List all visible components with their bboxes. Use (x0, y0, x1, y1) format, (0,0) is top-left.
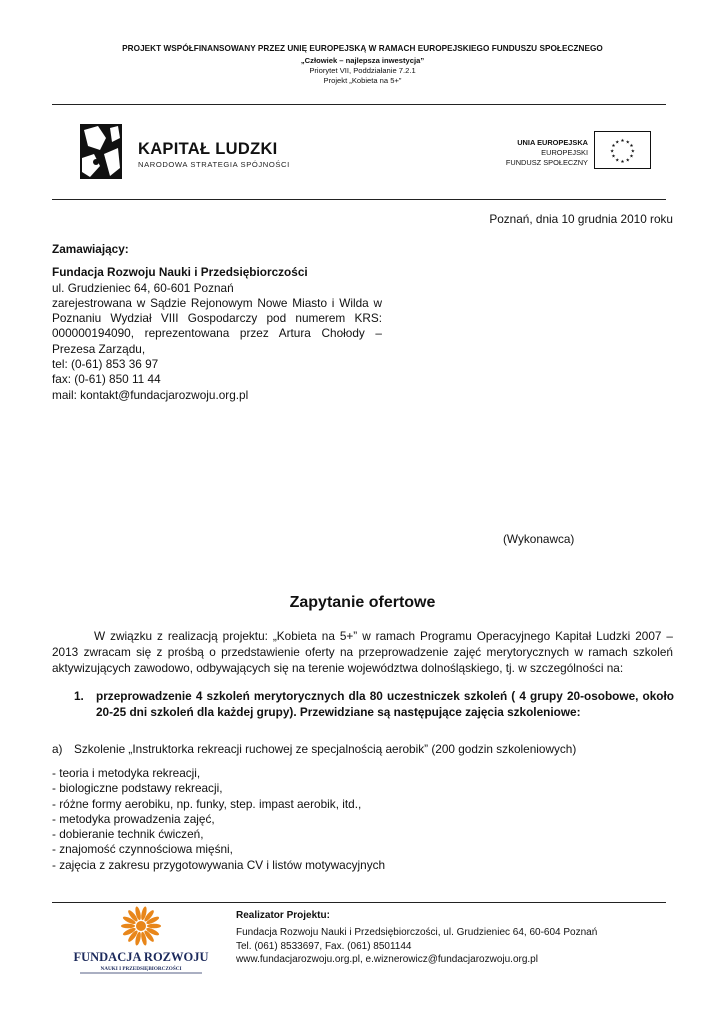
header-priority: Priorytet VII, Poddziałanie 7.2.1 (309, 66, 416, 75)
eu-label-line1: UNIA EUROPEJSKA (517, 138, 588, 147)
footer-divider (52, 902, 666, 903)
footer-address: Fundacja Rozwoju Nauki i Przedsiębiorczości, ul. Grudzieniec 64, 60-604 Poznań (236, 926, 598, 938)
client-fax: fax: (0-61) 850 11 44 (52, 372, 161, 387)
list-item: - różne formy aerobiku, np. funky, step. impast aerobik, itd., (52, 796, 362, 811)
project-header (0, 44, 725, 85)
list-item: - teoria i metodyka rekreacji, (52, 766, 201, 780)
fundacja-rozwoju-logo-icon (72, 904, 210, 974)
client-phone: tel: (0-61) 853 36 97 (52, 357, 159, 372)
eu-star-icon: ★ (629, 154, 634, 160)
sun-ray-icon (121, 924, 135, 929)
sun-ray-icon (147, 924, 161, 929)
letter-date: Poznań, dnia 10 grudnia 2010 roku (489, 212, 673, 226)
numbered-item-1 (74, 688, 674, 720)
list-item: - znajomość czynnościowa mięśni, (52, 842, 233, 857)
realizator-logo-name: FUNDACJA ROZWOJU (73, 950, 209, 964)
eu-label-line3: FUNDUSZ SPOŁECZNY (505, 158, 588, 167)
footer-heading: Realizator Projektu: (236, 910, 330, 921)
client-registration: zarejestrowana w Sądzie Rejonowym Nowe Miasto i Wilda w Poznaniu Wydział VIII Gospodarczy pod numerem KRS: 000000194090, reprezentowana przez Artura Chołody – Prezesa Zarządu, (52, 295, 382, 356)
realizator-logo-sub: NAUKI I PRZEDSIĘBIORCZOŚCI (100, 966, 182, 972)
client-email: mail: kontakt@fundacjarozwoju.org.pl (52, 387, 249, 402)
sub-item-text: Szkolenie „Instruktorka rekreacji ruchowej ze specjalnością aerobik” (200 godzin szkoleniowych) (74, 742, 577, 756)
header-project-name: Projekt „Kobieta na 5+” (323, 76, 402, 85)
sub-item-a (52, 742, 576, 756)
sub-item-letter: a) (52, 742, 63, 756)
logo-divider (52, 199, 666, 200)
item-text: przeprowadzenie 4 szkoleń merytorycznych dla 80 uczestniczek szkoleń ( 4 grupy 20-osobowe, około 20-25 dni szkoleń dla każdej grupy). Przewidziane są następujące zajęcia szkoleniowe: (96, 689, 674, 720)
kapital-ludzki-title: KAPITAŁ LUDZKI (138, 140, 278, 158)
client-name: Fundacja Rozwoju Nauki i Przedsiębiorczości (52, 265, 308, 280)
item-number: 1. (74, 689, 84, 703)
kapital-ludzki-logo-icon (80, 124, 122, 179)
eu-label-line2: EUROPEJSKI (541, 148, 588, 157)
eu-fund-label (470, 138, 588, 168)
eu-star-icon: ★ (630, 149, 636, 155)
eu-flag-icon (594, 131, 651, 169)
kapital-ludzki-subtitle: NARODOWA STRATEGIA SPÓJNOŚCI (138, 160, 290, 169)
eu-star-icon: ★ (609, 149, 615, 155)
list-item: - metodyka prowadzenia zajęć, (52, 811, 215, 826)
client-label: Zamawiający: (52, 242, 129, 256)
header-slogan: „Człowiek – najlepsza inwestycja” (300, 56, 425, 65)
eu-star-icon: ★ (629, 144, 634, 150)
eu-star-icon: ★ (625, 140, 630, 146)
client-address: ul. Grudzieniec 64, 60-601 Poznań (52, 280, 234, 295)
header-cofinancing-line: PROJEKT WSPÓŁFINANSOWANY PRZEZ UNIĘ EUROPEJSKĄ W RAMACH EUROPEJSKIEGO FUNDUSZU SPOŁECZNEGO (122, 44, 603, 53)
footer-phone: Tel. (061) 8533697, Fax. (061) 8501144 (236, 940, 412, 952)
footer-web: www.fundacjarozwoju.org.pl, e.wiznerowicz@fundacjarozwoju.org.pl (236, 954, 538, 966)
document-title: Zapytanie ofertowe (289, 594, 436, 611)
topics-list (52, 766, 385, 873)
list-item: - zajęcia z zakresu przygotowywania CV i listów motywacyjnych (52, 857, 386, 872)
footer-realizator (236, 909, 597, 967)
contractor-label: (Wykonawca) (503, 532, 575, 546)
client-block (52, 242, 382, 403)
intro-paragraph: W związku z realizacją projektu: „Kobieta na 5+” w ramach Programu Operacyjnego Kapitał Ludzki 2007 – 2013 zwracam się z prośbą o przedstawienie oferty na przeprowadzenie zajęć merytorycznych w ramach szkoleń aktywizujących zawodowo, odbywających się na terenie województwa dolnośląskiego, tj. w szczególności na: (52, 629, 673, 676)
eu-star-icon: ★ (611, 144, 616, 150)
list-item: - biologiczne podstawy rekreacji, (52, 781, 223, 796)
eu-star-icon: ★ (615, 140, 620, 146)
eu-star-icon: ★ (620, 159, 625, 165)
eu-star-icon: ★ (625, 158, 630, 164)
eu-star-icon: ★ (620, 138, 625, 144)
eu-star-icon: ★ (611, 154, 616, 160)
header-divider (52, 104, 666, 105)
list-item: - dobieranie technik ćwiczeń, (52, 827, 204, 842)
eu-star-icon: ★ (615, 158, 620, 164)
kapital-ludzki-wordmark (138, 140, 290, 169)
